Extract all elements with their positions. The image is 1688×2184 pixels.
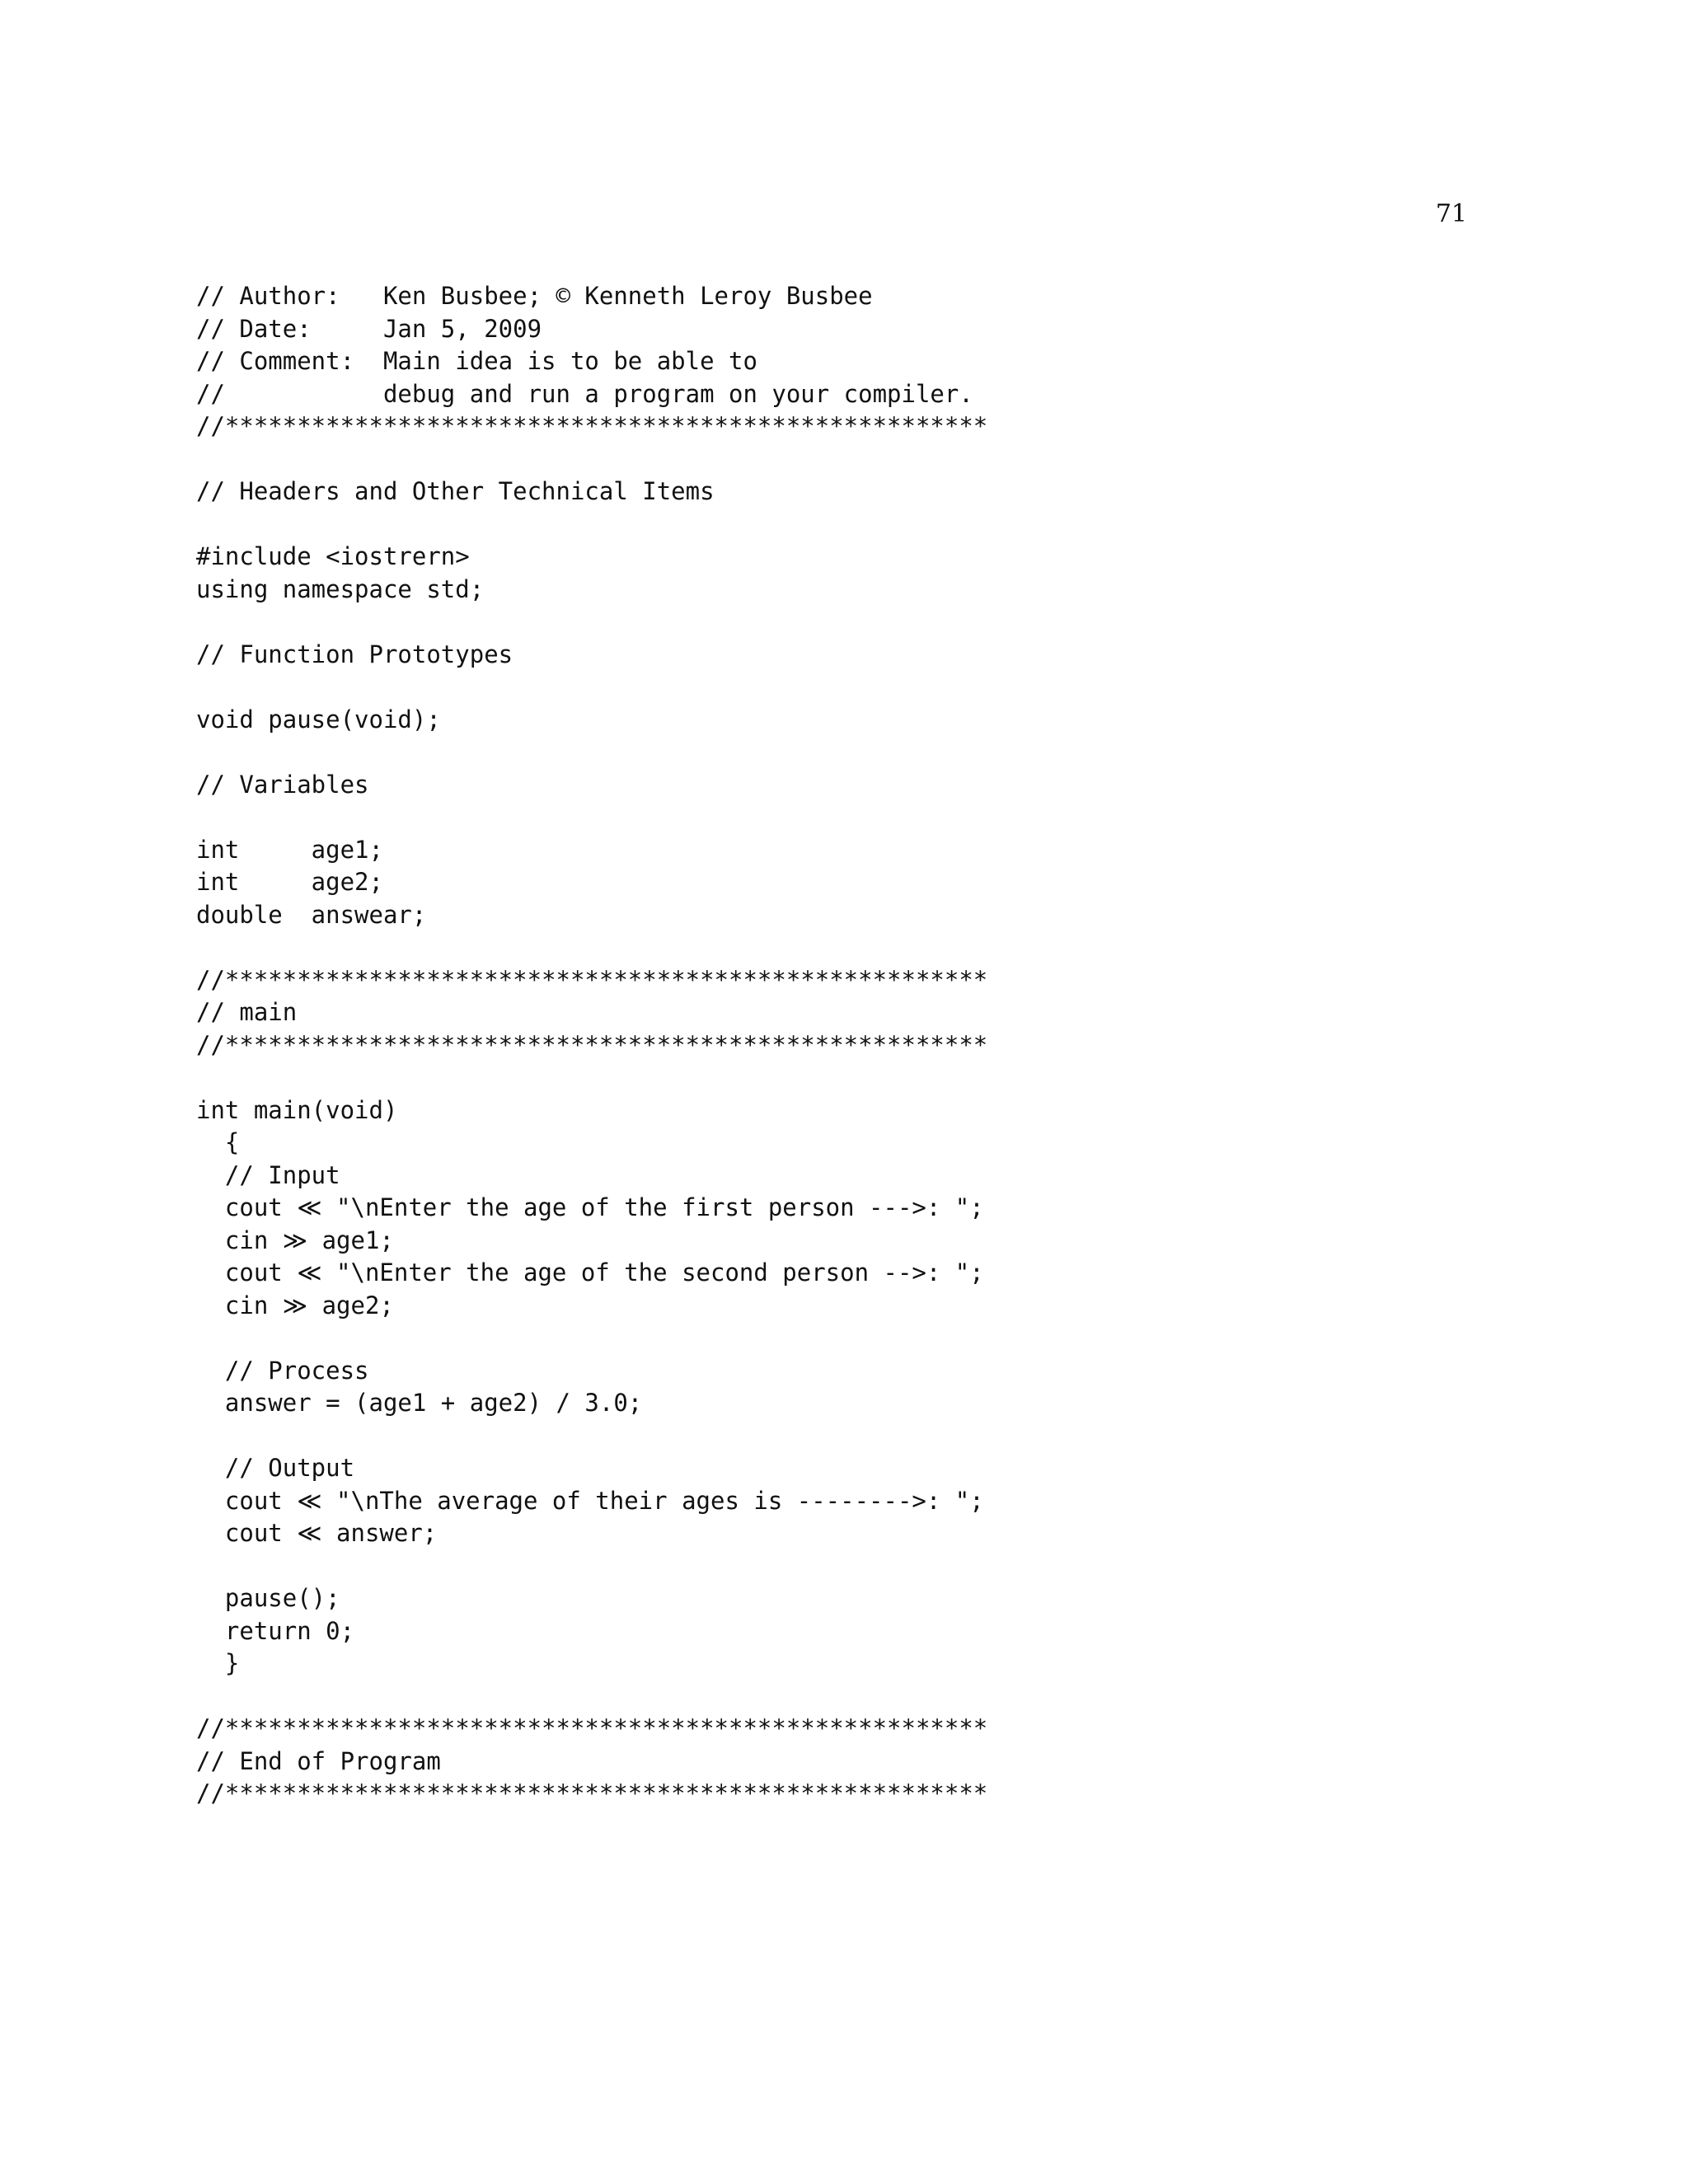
code-line: double answear; (196, 900, 427, 929)
code-line: #include <iostrern> (196, 542, 470, 570)
code-line: // debug and run a program on your compiler. (196, 379, 973, 408)
code-line: //***************************************************** (196, 1714, 988, 1742)
code-line (196, 671, 1515, 704)
code-line: cout ≪ answer; (196, 1519, 438, 1547)
code-line (196, 1420, 1515, 1453)
page-number: 71 (1435, 199, 1467, 228)
code-line: } (196, 1649, 240, 1677)
code-line: int age1; (196, 835, 383, 864)
code-line (196, 1322, 1515, 1355)
code-line: // Process (196, 1356, 369, 1385)
code-line (196, 606, 1515, 639)
code-line (196, 801, 1515, 834)
code-line: // Input (196, 1160, 340, 1189)
code-line: // Comment: Main idea is to be able to (196, 347, 757, 375)
code-line (196, 443, 1515, 476)
code-line: cin ≫ age2; (196, 1291, 394, 1319)
code-line: // Function Prototypes (196, 640, 513, 668)
code-line: using namespace std; (196, 574, 485, 603)
code-line (196, 1062, 1515, 1094)
code-listing (196, 280, 1515, 1811)
code-line: int age2; (196, 868, 383, 896)
code-line: return 0; (196, 1616, 355, 1645)
code-line (196, 736, 1515, 769)
code-line: //***************************************************** (196, 412, 988, 440)
code-line: { (196, 1128, 240, 1156)
code-line: cout ≪ "\nThe average of their ages is -------->: "; (196, 1486, 984, 1515)
code-line: //***************************************************** (196, 1779, 988, 1807)
code-line: cin ≫ age1; (196, 1226, 394, 1254)
code-line: // End of Program (196, 1746, 441, 1775)
code-line: //***************************************************** (196, 965, 988, 994)
code-line: // Headers and Other Technical Items (196, 477, 715, 505)
code-line (196, 1680, 1515, 1713)
code-line: // Author: Ken Busbee; © Kenneth Leroy Busbee (196, 282, 873, 310)
code-line: void pause(void); (196, 705, 441, 733)
code-line: int main(void) (196, 1095, 398, 1124)
code-line: cout ≪ "\nEnter the age of the first person --->: "; (196, 1193, 984, 1221)
code-line: cout ≪ "\nEnter the age of the second person -->: "; (196, 1258, 984, 1286)
code-line (196, 931, 1515, 964)
code-line: answer = (age1 + age2) / 3.0; (196, 1389, 643, 1417)
code-line (196, 1550, 1515, 1583)
code-line: // Date: Jan 5, 2009 (196, 314, 542, 343)
code-line (196, 509, 1515, 541)
code-line: // Variables (196, 770, 369, 799)
code-line: // Output (196, 1454, 355, 1482)
code-line: // main (196, 998, 298, 1026)
code-line: //***************************************************** (196, 1030, 988, 1059)
code-line: pause(); (196, 1584, 340, 1612)
